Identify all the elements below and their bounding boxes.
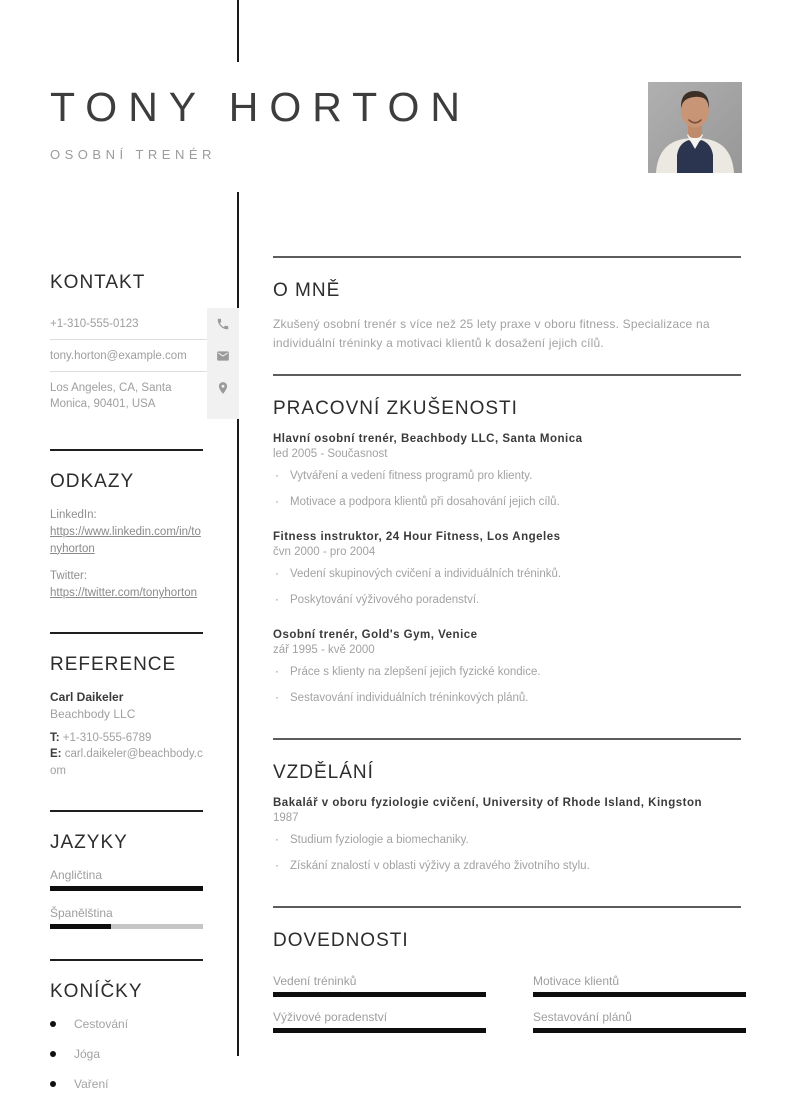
skill-name: Sestavování plánů — [533, 1010, 632, 1025]
links-heading: ODKAZY — [50, 471, 135, 493]
reference-company: Beachbody LLC — [50, 706, 136, 721]
skill-bar — [533, 1028, 746, 1033]
bullet-marker: · — [275, 859, 279, 872]
education-bullet-text: Studium fyziologie a biomechaniky. — [290, 834, 469, 847]
linkedin-label: LinkedIn: — [50, 509, 97, 522]
reference-name: Carl Daikeler — [50, 689, 124, 704]
languages-heading: JAZYKY — [50, 831, 128, 853]
language-level-fill — [50, 924, 111, 929]
bullet-marker: · — [275, 568, 279, 581]
education-heading: VZDĚLÁNÍ — [273, 762, 374, 784]
job-bullet — [273, 567, 741, 583]
link-block-linkedin — [50, 507, 203, 557]
language-name: Španělština — [50, 905, 113, 920]
bullet-marker: · — [275, 666, 279, 679]
language-level-fill — [50, 886, 203, 891]
job-bullet — [273, 593, 741, 609]
reference-phone: +1-310-555-6789 — [62, 731, 152, 744]
skill-name: Vedení tréninků — [273, 974, 357, 989]
contact-phone: +1-310-555-0123 — [50, 308, 207, 340]
education-bullet — [273, 859, 741, 875]
skill-item — [273, 1010, 486, 1033]
skill-bar-fill — [533, 1028, 746, 1033]
skills-grid — [273, 974, 741, 1033]
sidebar-divider — [50, 632, 203, 634]
twitter-link[interactable]: https://twitter.com/tonyhorton — [50, 587, 198, 600]
job-bullet — [273, 665, 741, 681]
hobbies-heading: KONÍČKY — [50, 980, 143, 1002]
section-divider — [273, 256, 741, 258]
job-entry — [273, 433, 741, 510]
skill-bar — [273, 992, 486, 997]
hobby-item — [50, 1077, 203, 1091]
profile-photo-illustration — [648, 82, 742, 173]
sidebar-divider — [50, 959, 203, 961]
job-dates: led 2005 - Současnost — [273, 448, 388, 461]
skill-name: Motivace klientů — [533, 974, 620, 989]
about-section — [273, 280, 741, 374]
skill-bar — [533, 992, 746, 997]
job-dates: zář 1995 - kvě 2000 — [273, 644, 375, 657]
job-title: Hlavní osobní trenér, Beachbody LLC, Santa Monica — [273, 433, 583, 446]
skill-bar-fill — [273, 992, 486, 997]
language-level-bar — [50, 924, 203, 929]
hobby-label: Cestování — [74, 1016, 129, 1031]
skill-item — [533, 974, 746, 997]
main-column — [273, 256, 741, 1055]
skill-bar — [273, 1028, 486, 1033]
job-bullet-text: Vedení skupinových cvičení a individuálních tréninků. — [290, 568, 562, 581]
language-name: Angličtina — [50, 867, 103, 882]
job-title: Fitness instruktor, 24 Hour Fitness, Los Angeles — [273, 531, 561, 544]
sidebar — [50, 272, 240, 1107]
job-bullet — [273, 469, 741, 485]
job-bullet — [273, 691, 741, 707]
section-divider — [273, 906, 741, 908]
skills-heading: DOVEDNOSTI — [273, 930, 409, 952]
job-bullet-text: Motivace a podpora klientů při dosahování jejich cílů. — [290, 495, 560, 508]
job-bullet-text: Práce s klienty na zlepšení jejich fyzické kondice. — [290, 666, 541, 679]
map-pin-icon — [207, 372, 239, 419]
job-entry — [273, 531, 741, 608]
education-bullet — [273, 833, 741, 849]
contact-address: Los Angeles, CA, Santa Monica, 90401, USA — [50, 382, 172, 411]
reference-phone-label: T: — [50, 731, 60, 744]
education-bullet-text: Získání znalostí v oblasti výživy a zdravého životního stylu. — [290, 859, 590, 872]
hobby-label: Vaření — [74, 1076, 109, 1091]
reference-heading: REFERENCE — [50, 653, 177, 675]
experience-heading: PRACOVNÍ ZKUŠENOSTI — [273, 398, 518, 420]
job-bullet-text: Poskytování výživového poradenství. — [290, 593, 480, 606]
contact-heading: KONTAKT — [50, 272, 146, 293]
job-bullet — [273, 495, 741, 511]
header — [50, 84, 471, 162]
bullet-marker: · — [275, 691, 279, 704]
skill-bar-fill — [273, 1028, 486, 1033]
about-heading: O MNĚ — [273, 280, 341, 301]
bullet-marker: · — [275, 470, 279, 483]
skill-name: Výživové poradenství — [273, 1010, 388, 1025]
skill-item — [273, 974, 486, 997]
reference-email: carl.daikeler@beachbody.com — [50, 748, 203, 778]
language-item — [50, 868, 203, 891]
education-section — [273, 762, 741, 906]
link-block-twitter — [50, 568, 203, 601]
profile-photo — [648, 82, 742, 173]
job-entry — [273, 629, 741, 706]
sidebar-divider — [50, 810, 203, 812]
phone-icon — [207, 308, 239, 340]
reference-email-label: E: — [50, 748, 62, 761]
skills-section — [273, 930, 741, 1055]
hobby-item — [50, 1047, 203, 1061]
twitter-label: Twitter: — [50, 570, 88, 583]
linkedin-link[interactable]: https://www.linkedin.com/in/tonyhorton — [50, 526, 201, 555]
section-divider — [273, 738, 741, 740]
job-bullet-text: Vytváření a vedení fitness programů pro klienty. — [290, 470, 533, 483]
section-divider — [273, 374, 741, 376]
education-entry — [273, 797, 741, 874]
bullet-dot-icon — [50, 1021, 56, 1027]
experience-section — [273, 398, 741, 738]
language-level-bar — [50, 886, 203, 891]
contact-email: tony.horton@example.com — [50, 340, 207, 372]
bullet-marker: · — [275, 593, 279, 606]
about-text: Zkušený osobní trenér s více než 25 lety praxe v oboru fitness. Specializace na individuální tréninky a motivaci klientů k dosažení jejich cílů. — [273, 317, 710, 350]
hobby-item — [50, 1017, 203, 1031]
job-dates: čvn 2000 - pro 2004 — [273, 546, 376, 559]
bullet-dot-icon — [50, 1051, 56, 1057]
skill-item — [533, 1010, 746, 1033]
reference-phone-line — [50, 730, 203, 747]
top-vertical-rule — [237, 0, 239, 62]
hobby-label: Jóga — [74, 1046, 101, 1061]
sidebar-divider — [50, 449, 203, 451]
bullet-marker: · — [275, 834, 279, 847]
bullet-dot-icon — [50, 1081, 56, 1087]
degree-title: Bakalář v oboru fyziologie cvičení, University of Rhode Island, Kingston — [273, 797, 702, 810]
skill-bar-fill — [533, 992, 746, 997]
job-bullet-text: Sestavování individuálních tréninkových plánů. — [290, 691, 529, 704]
envelope-icon — [207, 340, 239, 372]
reference-email-line — [50, 746, 203, 779]
job-title: Osobní trenér, Gold's Gym, Venice — [273, 629, 478, 642]
degree-dates: 1987 — [273, 812, 299, 825]
person-name: TONY HORTON — [50, 84, 471, 130]
job-title-subtitle: OSOBNÍ TRENÉR — [50, 147, 216, 162]
contact-row-phone — [50, 308, 239, 340]
language-item — [50, 906, 203, 929]
contact-row-email — [50, 340, 239, 372]
contact-row-address — [50, 372, 239, 419]
bullet-marker: · — [275, 495, 279, 508]
